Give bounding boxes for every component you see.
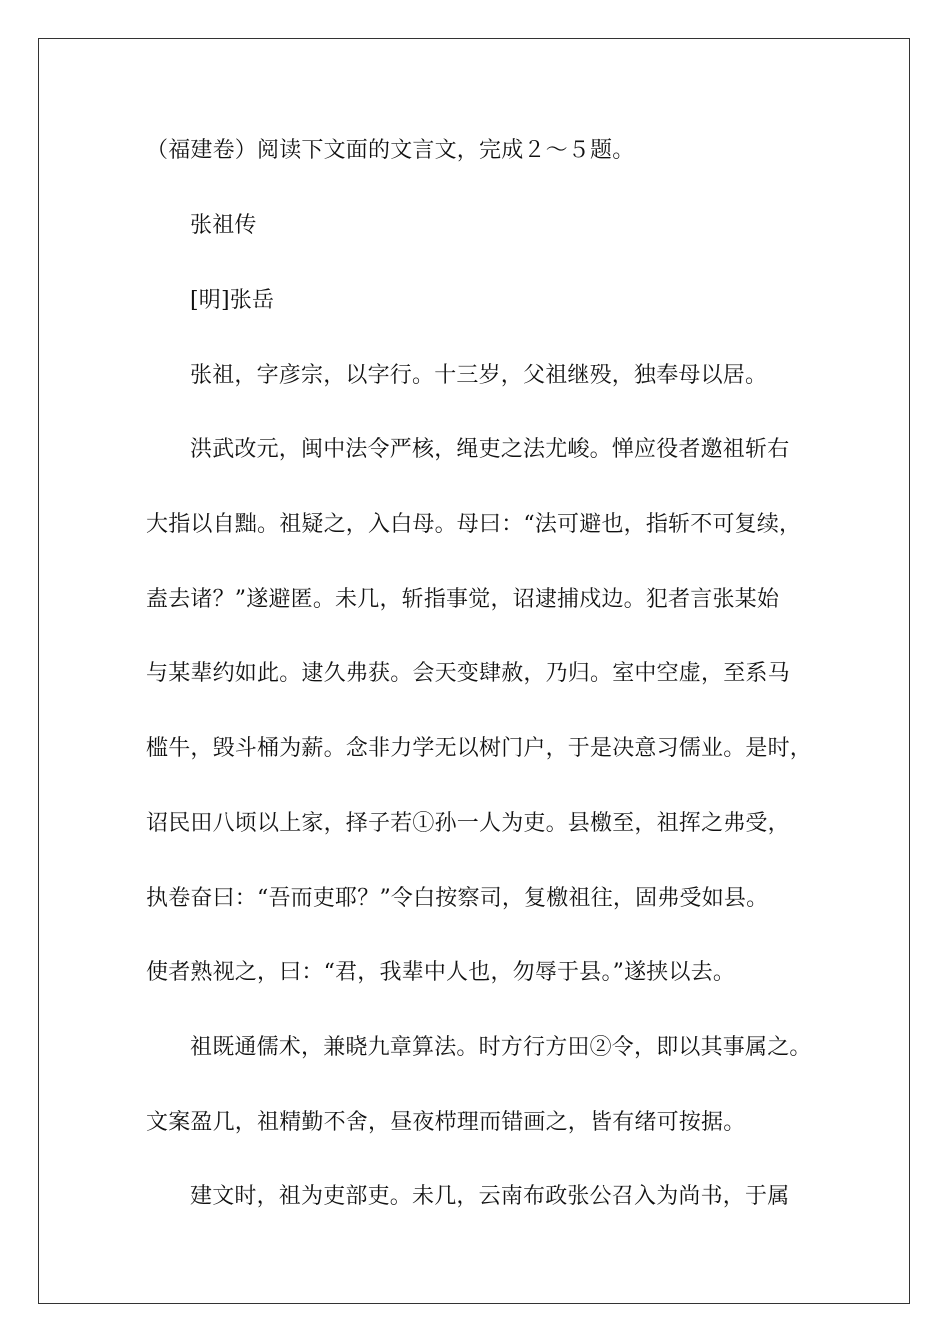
paragraph-line: 诏民田八顷以上家，择子若①孙一人为吏。县檄至，祖挥之弗受，	[146, 811, 790, 836]
paragraph-line: 文案盈几，祖精勤不舍，昼夜栉理而错画之，皆有绪可按据。	[146, 1110, 746, 1135]
article-author: [明]张岳	[190, 288, 275, 313]
paragraph-line: 槛牛，毁斗桶为薪。念非力学无以树门户，于是决意习儒业。是时，	[146, 736, 813, 761]
paragraph-line: 执卷奋曰：“吾而吏耶？”令白按察司，复檄祖往，固弗受如县。	[146, 886, 769, 911]
paragraph-line: 与某辈约如此。逮久弗获。会天变肆赦，乃归。室中空虚，至系马	[146, 661, 790, 686]
paragraph-line: 盍去诸？”遂避匿。未几，斩指事觉，诏逮捕戍边。犯者言张某始	[146, 587, 780, 612]
paragraph-line: 张祖，字彦宗，以字行。十三岁，父祖继殁，独奉母以居。	[190, 363, 768, 388]
paragraph-line: 祖既通儒术，兼晓九章算法。时方行方田②令，即以其事属之。	[190, 1035, 812, 1060]
intro-line: （福建卷）阅读下文面的文言文，完成２～５题。	[146, 138, 635, 163]
paragraph-line: 洪武改元，闽中法令严核，绳吏之法尤峻。惮应役者邀祖斩右	[190, 437, 790, 462]
article-title: 张祖传	[190, 213, 257, 238]
paragraph-line: 大指以自黜。祖疑之，入白母。母曰：“法可避也，指斩不可复续，	[146, 512, 802, 537]
paragraph-line: 使者熟视之，曰：“君，我辈中人也，勿辱于县。”遂挟以去。	[146, 960, 736, 985]
paragraph-line: 建文时，祖为吏部吏。未几，云南布政张公召入为尚书，于属	[190, 1184, 790, 1209]
